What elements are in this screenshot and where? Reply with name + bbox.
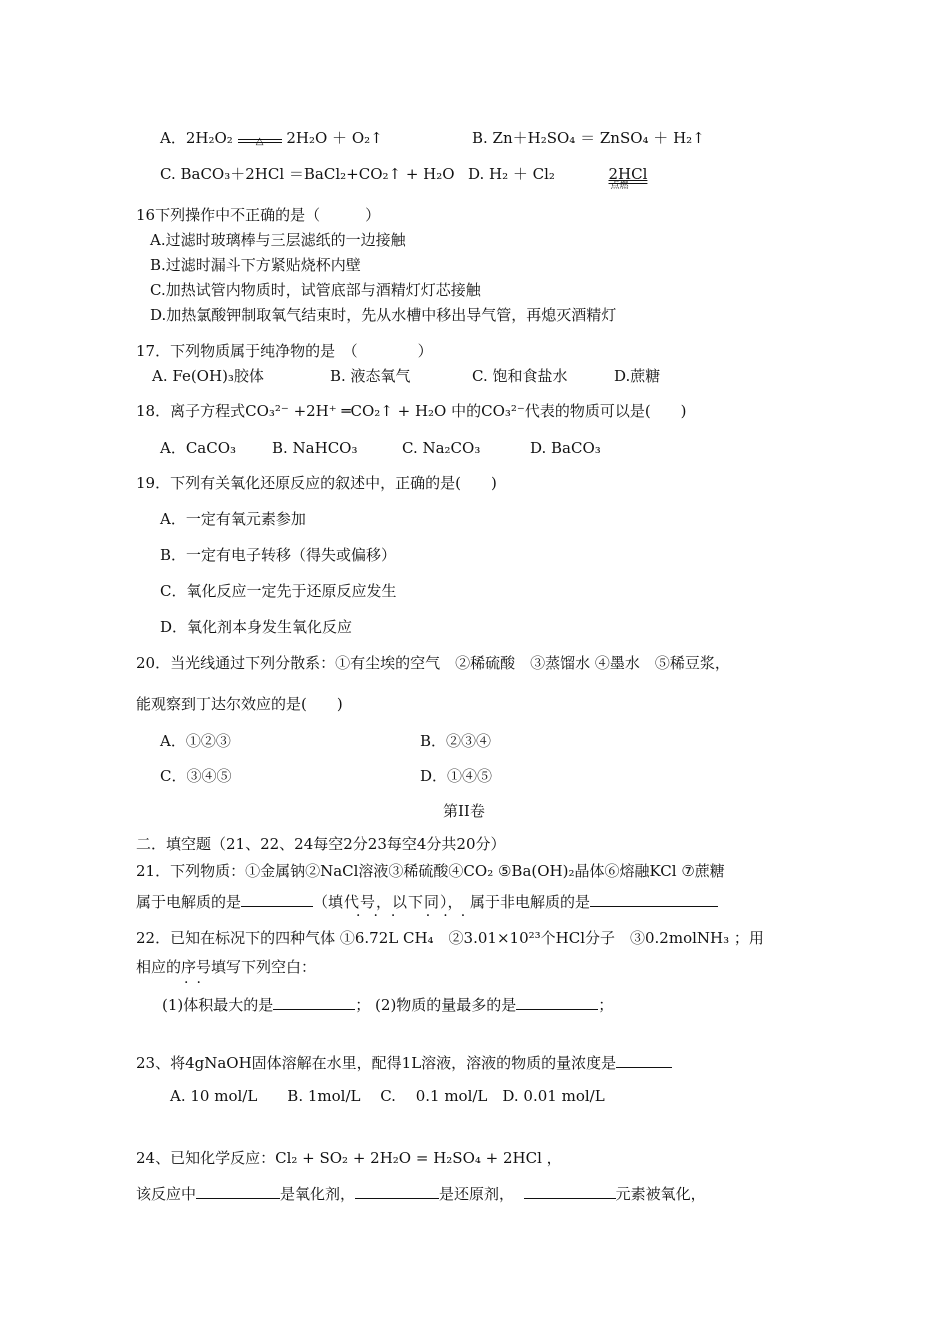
reaction-condition <box>238 129 282 147</box>
q21-emphasis: 填代号，以下同 <box>328 893 441 911</box>
q15-option-a <box>160 128 383 148</box>
q21-stem: 21．下列物质：①金属钠②NaCl溶液③稀硫酸④CO₂ ⑤Ba(OH)₂晶体⑥熔融KCl ⑦蔗糖 <box>136 862 725 880</box>
q22-blank-2[interactable] <box>516 993 598 1010</box>
q17-option-d: D.蔗糖 <box>614 367 661 385</box>
q15-option-b: B. Zn＋H₂SO₄ ＝ ZnSO₄ ＋ H₂↑ <box>472 129 705 147</box>
q20-option-c: C．③④⑤ <box>160 767 232 785</box>
q15-a-product: 2H₂O ＋ O₂↑ <box>286 129 383 147</box>
q24-stem: 24、已知化学反应：Cl₂ + SO₂ + 2H₂O = H₂SO₄ + 2HCl ， <box>136 1149 562 1167</box>
q19-option-b: B．一定有电子转移（得失或偏移） <box>160 546 397 564</box>
q15-a-reactant: A．2H₂O₂ <box>160 129 233 147</box>
section-heading: 二．填空题（21、22、24每空2分23每空4分共20分） <box>136 835 506 853</box>
q18-option-a: A．CaCO₃ <box>160 439 237 457</box>
q15-d-product: 2HCl <box>608 165 648 183</box>
q17-option-b: B. 液态氧气 <box>330 367 411 385</box>
q18-option-c: C. Na₂CO₃ <box>402 439 481 457</box>
q20-option-a: A．①②③ <box>160 732 231 750</box>
q20-stem-line2: 能观察到丁达尔效应的是( ) <box>136 695 343 713</box>
q16-option-c: C.加热试管内物质时，试管底部与酒精灯灯芯接触 <box>150 281 481 299</box>
q16-option-a: A.过滤时玻璃棒与三层滤纸的一边接触 <box>150 231 406 249</box>
q24-blank-oxidizer[interactable] <box>196 1182 280 1199</box>
q16-option-d: D.加热氯酸钾制取氧气结束时，先从水槽中移出导气管，再熄灭酒精灯 <box>150 306 617 324</box>
q22-blank-1[interactable] <box>273 993 355 1010</box>
heat-symbol: △ <box>255 136 264 147</box>
q24-blanks: 该反应中 是氧化剂， 是还原剂， 元素被氧化， <box>136 1182 706 1204</box>
q21-blanks-line: 属于电解质的是 （填代号，以下同）， 属于非电解质的是 <box>136 890 718 912</box>
q23-stem <box>136 1051 672 1073</box>
q21-blank-electrolyte[interactable] <box>241 890 313 907</box>
ignite-condition: 点燃 <box>610 181 629 191</box>
q15-option-d <box>468 164 648 191</box>
q24-blank-reducer[interactable] <box>355 1182 439 1199</box>
q18-option-d: D. BaCO₃ <box>530 439 601 457</box>
q21-nonelectrolyte-label: ）， 属于非电解质的是 <box>440 893 591 911</box>
q18-stem: 18．离子方程式CO₃²⁻ +2H⁺ ═CO₂↑ + H₂O 中的CO₃²⁻代表的物质可以是( ) <box>136 402 687 420</box>
q23-text: 23、将4gNaOH固体溶解在水里，配得1L溶液，溶液的物质的量浓度是 <box>136 1054 617 1072</box>
q20-option-b: B．②③④ <box>420 732 492 750</box>
q16-stem: 16下列操作中不正确的是（ ） <box>136 206 381 224</box>
q19-option-d: D．氧化剂本身发生氧化反应 <box>160 618 353 636</box>
q17-option-a: A. Fe(OH)₃胶体 <box>152 367 264 385</box>
q15-option-c: C. BaCO₃＋2HCl ＝BaCl₂+CO₂↑ + H₂O <box>160 165 455 183</box>
q18-option-b: B. NaHCO₃ <box>272 439 358 457</box>
q15-d-product-with-condition <box>608 164 648 191</box>
q19-option-c: C．氧化反应一定先于还原反应发生 <box>160 582 397 600</box>
q19-stem: 19．下列有关氧化还原反应的叙述中，正确的是( ) <box>136 474 497 492</box>
q24-blank-element[interactable] <box>524 1182 616 1199</box>
q23-blank[interactable] <box>616 1051 672 1068</box>
q15-d-reactant: D. H₂ ＋ Cl₂ <box>468 165 555 183</box>
q22-blanks: (1)体积最大的是 ； (2)物质的量最多的是 ； <box>162 993 613 1015</box>
q22-emphasis: 序号 <box>181 958 212 976</box>
q22-q2-label: (2)物质的量最多的是 <box>375 996 517 1014</box>
emphasis-dots: ··· ··· <box>356 908 479 924</box>
q17-option-c: C. 饱和食盐水 <box>472 367 568 385</box>
q21-blank-nonelectrolyte[interactable] <box>590 890 718 907</box>
q19-option-a: A．一定有氧元素参加 <box>160 510 306 528</box>
q22-emphasis-dots: ·· <box>184 975 209 991</box>
q16-option-b: B.过滤时漏斗下方紧贴烧杯内壁 <box>150 256 361 274</box>
q22-instruction: 相应的序号填写下列空白： <box>136 958 317 976</box>
q23-options: A. 10 mol/L B. 1mol/L C. 0.1 mol/L D. 0.01 mol/L <box>170 1087 605 1105</box>
q21-electrolyte-label: 属于电解质的是 <box>136 893 242 911</box>
q17-stem: 17．下列物质属于纯净物的是 （ ） <box>136 342 433 360</box>
q20-stem-line1: 20．当光线通过下列分散系：①有尘埃的空气 ②稀硫酸 ③蒸馏水 ④墨水 ⑤稀豆浆， <box>136 654 730 672</box>
q20-option-d: D．①④⑤ <box>420 767 493 785</box>
part2-title: 第II卷 <box>443 802 485 820</box>
q22-q1-label: (1)体积最大的是 <box>162 996 274 1014</box>
q22-stem: 22．已知在标况下的四种气体 ①6.72L CH₄ ②3.01×10²³个HCl分子 ③0.2molNH₃ ；用 <box>136 929 764 947</box>
